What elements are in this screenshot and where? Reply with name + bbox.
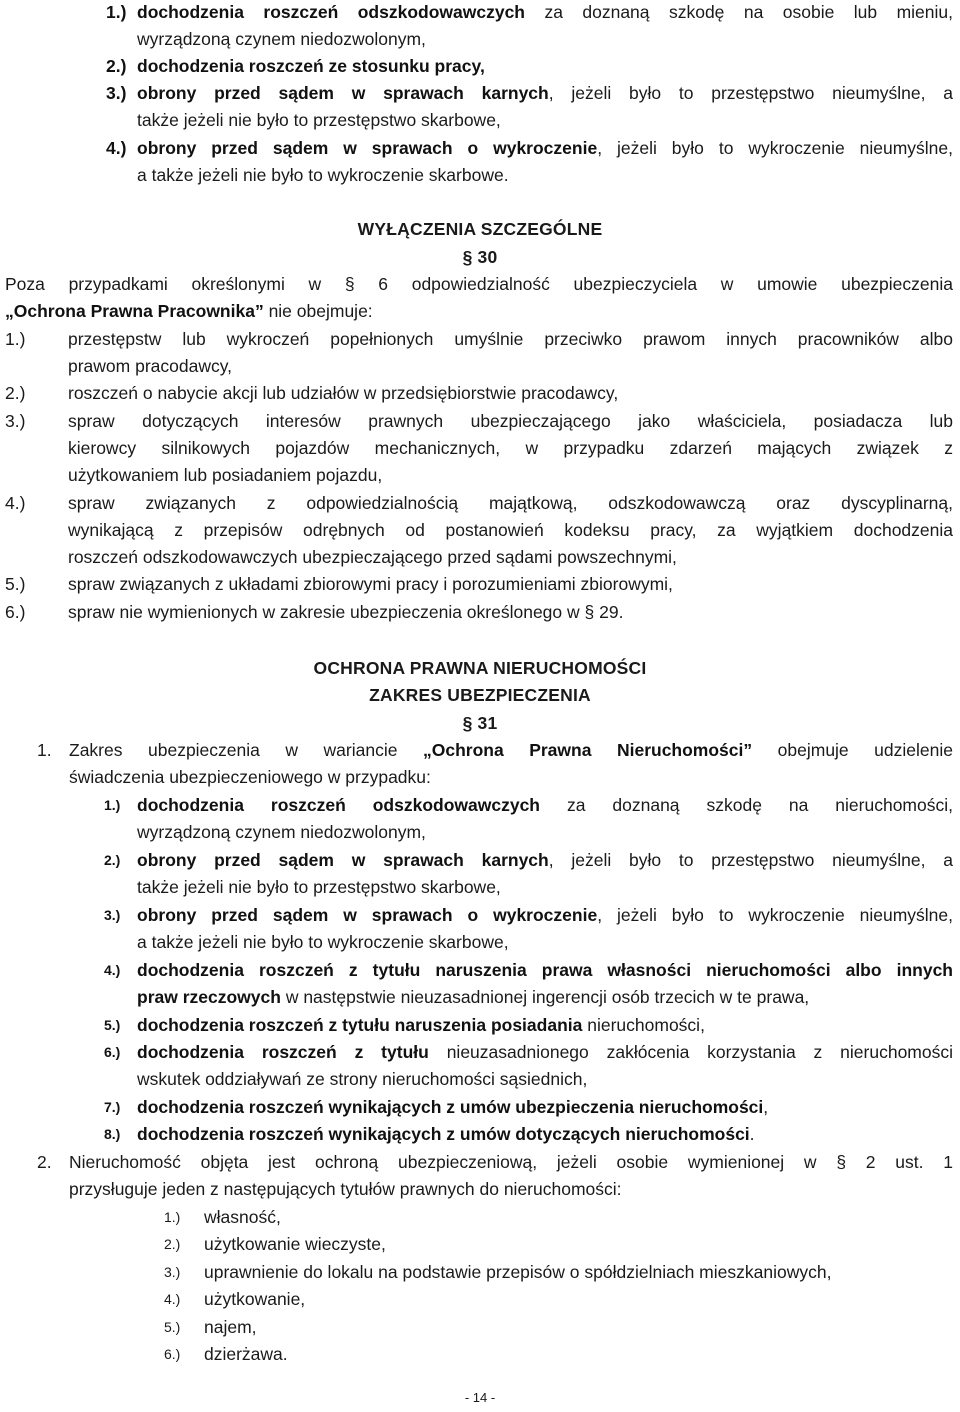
list-item-line: dochodzenia roszczeń z tytułu nieuzasadnionego zakłócenia korzystania z nieruchomości [137,1042,954,1062]
list-item-line: także jeżeli nie było to przestępstwo skarbowe, [137,877,501,897]
section-heading: WYŁĄCZENIA SZCZEGÓLNE [357,219,603,239]
list-item-line: przestępstw lub wykroczeń popełnionych umyślnie przeciwko prawom innych pracowników albo [68,329,953,349]
list-number: 1.) [5,329,26,349]
list-item-line: użytkowaniem lub posiadaniem pojazdu, [68,465,383,485]
list-item-line: dzierżawa. [204,1344,288,1364]
list-item-line: kierowcy silnikowych pojazdów mechanicznych, w przypadku zdarzeń mających związek z [68,438,953,458]
list-item-line: spraw dotyczących interesów prawnych ubezpieczającego jako właściciela, posiadacza lub [68,411,953,431]
point-text: Zakres ubezpieczenia w wariancie „Ochrona Prawna Nieruchomości” obejmuje udzielenie [69,740,953,760]
list-item-line: spraw związanych z odpowiedzialnością majątkową, odszkodowawczą oraz dyscyplinarną, [68,493,953,513]
list-item-line: obrony przed sądem w sprawach karnych, jeżeli było to przestępstwo nieumyślne, a [137,850,953,870]
list-number: 2.) [164,1236,181,1252]
intro-text: Poza przypadkami określonymi w § 6 odpowiedzialność ubezpieczyciela w umowie ubezpieczenia [5,274,953,294]
paragraph-sign: § 31 [462,713,498,733]
list-number: 6.) [5,602,26,622]
list-item-line: dochodzenia roszczeń ze stosunku pracy, [137,56,485,76]
paragraph-sign: § 30 [462,247,498,267]
list-item-line: uprawnienie do lokalu na podstawie przepisów o spółdzielniach mieszkaniowych, [204,1262,832,1282]
list-number: 6.) [104,1044,121,1060]
list-number: 4.) [5,493,26,513]
list-number: 2.) [106,56,127,76]
list-number: 3.) [5,411,26,431]
intro-text: „Ochrona Prawna Pracownika” nie obejmuje: [5,301,373,321]
list-item-line: spraw nie wymienionych w zakresie ubezpieczenia określonego w § 29. [68,602,624,622]
list-item-line: własność, [204,1207,281,1227]
list-item-line: dochodzenia roszczeń odszkodowawczych za doznaną szkodę na osobie lub mieniu, [137,2,953,22]
list-item-line: roszczeń odszkodowawczych ubezpieczającego przed sądami powszechnymi, [68,547,677,567]
point-text: Nieruchomość objęta jest ochroną ubezpieczeniową, jeżeli osobie wymienionej w § 2 ust. 1 [69,1152,953,1172]
list-item-line: wynikającą z przepisów odrębnych od postanowień kodeksu pracy, za wyjątkiem dochodzenia [68,520,953,540]
list-item-line: obrony przed sądem w sprawach karnych, jeżeli było to przestępstwo nieumyślne, a [137,83,953,103]
point-number: 1. [37,740,52,760]
list-number: 1.) [104,797,121,813]
list-number: 3.) [106,83,127,103]
list-number: 5.) [104,1017,121,1033]
point-number: 2. [37,1152,52,1172]
list-item-line: użytkowanie wieczyste, [204,1234,386,1254]
list-item-line: także jeżeli nie było to przestępstwo skarbowe, [137,110,501,130]
list-number: 4.) [104,962,121,978]
list-number: 3.) [164,1264,181,1280]
list-item-line: dochodzenia roszczeń z tytułu naruszenia posiadania nieruchomości, [137,1015,705,1035]
page-number: - 14 - [464,1390,496,1405]
list-number: 7.) [104,1099,121,1115]
list-number: 6.) [164,1346,181,1362]
list-item-line: a także jeżeli nie było to wykroczenie skarbowe. [137,165,509,185]
list-number: 5.) [164,1319,181,1335]
section-heading: OCHRONA PRAWNA NIERUCHOMOŚCI [313,658,647,678]
list-number: 8.) [104,1126,121,1142]
list-number: 2.) [104,852,121,868]
list-item-line: obrony przed sądem w sprawach o wykroczenie, jeżeli było to wykroczenie nieumyślne, [137,905,953,925]
list-number: 1.) [164,1209,181,1225]
list-item-line: wyrządzoną czynem niedozwolonym, [137,822,426,842]
point-text: świadczenia ubezpieczeniowego w przypadku: [69,767,431,787]
list-item-line: praw rzeczowych w następstwie nieuzasadnionej ingerencji osób trzecich w te prawa, [137,987,810,1007]
list-number: 3.) [104,907,121,923]
list-item-line: obrony przed sądem w sprawach o wykroczenie, jeżeli było to wykroczenie nieumyślne, [137,138,953,158]
list-item-line: a także jeżeli nie było to wykroczenie skarbowe, [137,932,509,952]
list-number: 2.) [5,383,26,403]
list-number: 4.) [164,1291,181,1307]
list-item-line: dochodzenia roszczeń wynikających z umów ubezpieczenia nieruchomości, [137,1097,769,1117]
point-text: przysługuje jeden z następujących tytułów prawnych do nieruchomości: [69,1179,622,1199]
list-item-line: dochodzenia roszczeń z tytułu naruszenia prawa własności nieruchomości albo innych [137,960,953,980]
list-item-line: użytkowanie, [204,1289,306,1309]
list-item-line: spraw związanych z układami zbiorowymi pracy i porozumieniami zbiorowymi, [68,574,673,594]
list-item-line: prawom pracodawcy, [68,356,233,376]
list-item-line: wyrządzoną czynem niedozwolonym, [137,29,426,49]
list-item-line: najem, [204,1317,257,1337]
list-number: 1.) [106,2,127,22]
list-item-line: dochodzenia roszczeń odszkodowawczych za doznaną szkodę na nieruchomości, [137,795,953,815]
list-item-line: roszczeń o nabycie akcji lub udziałów w przedsiębiorstwie pracodawcy, [68,383,619,403]
section-subheading: ZAKRES UBEZPIECZENIA [369,685,591,705]
list-number: 5.) [5,574,26,594]
list-number: 4.) [106,138,127,158]
list-item-line: dochodzenia roszczeń wynikających z umów dotyczących nieruchomości. [137,1124,755,1144]
list-item-line: wskutek oddziaływań ze strony nieruchomości sąsiednich, [137,1069,588,1089]
